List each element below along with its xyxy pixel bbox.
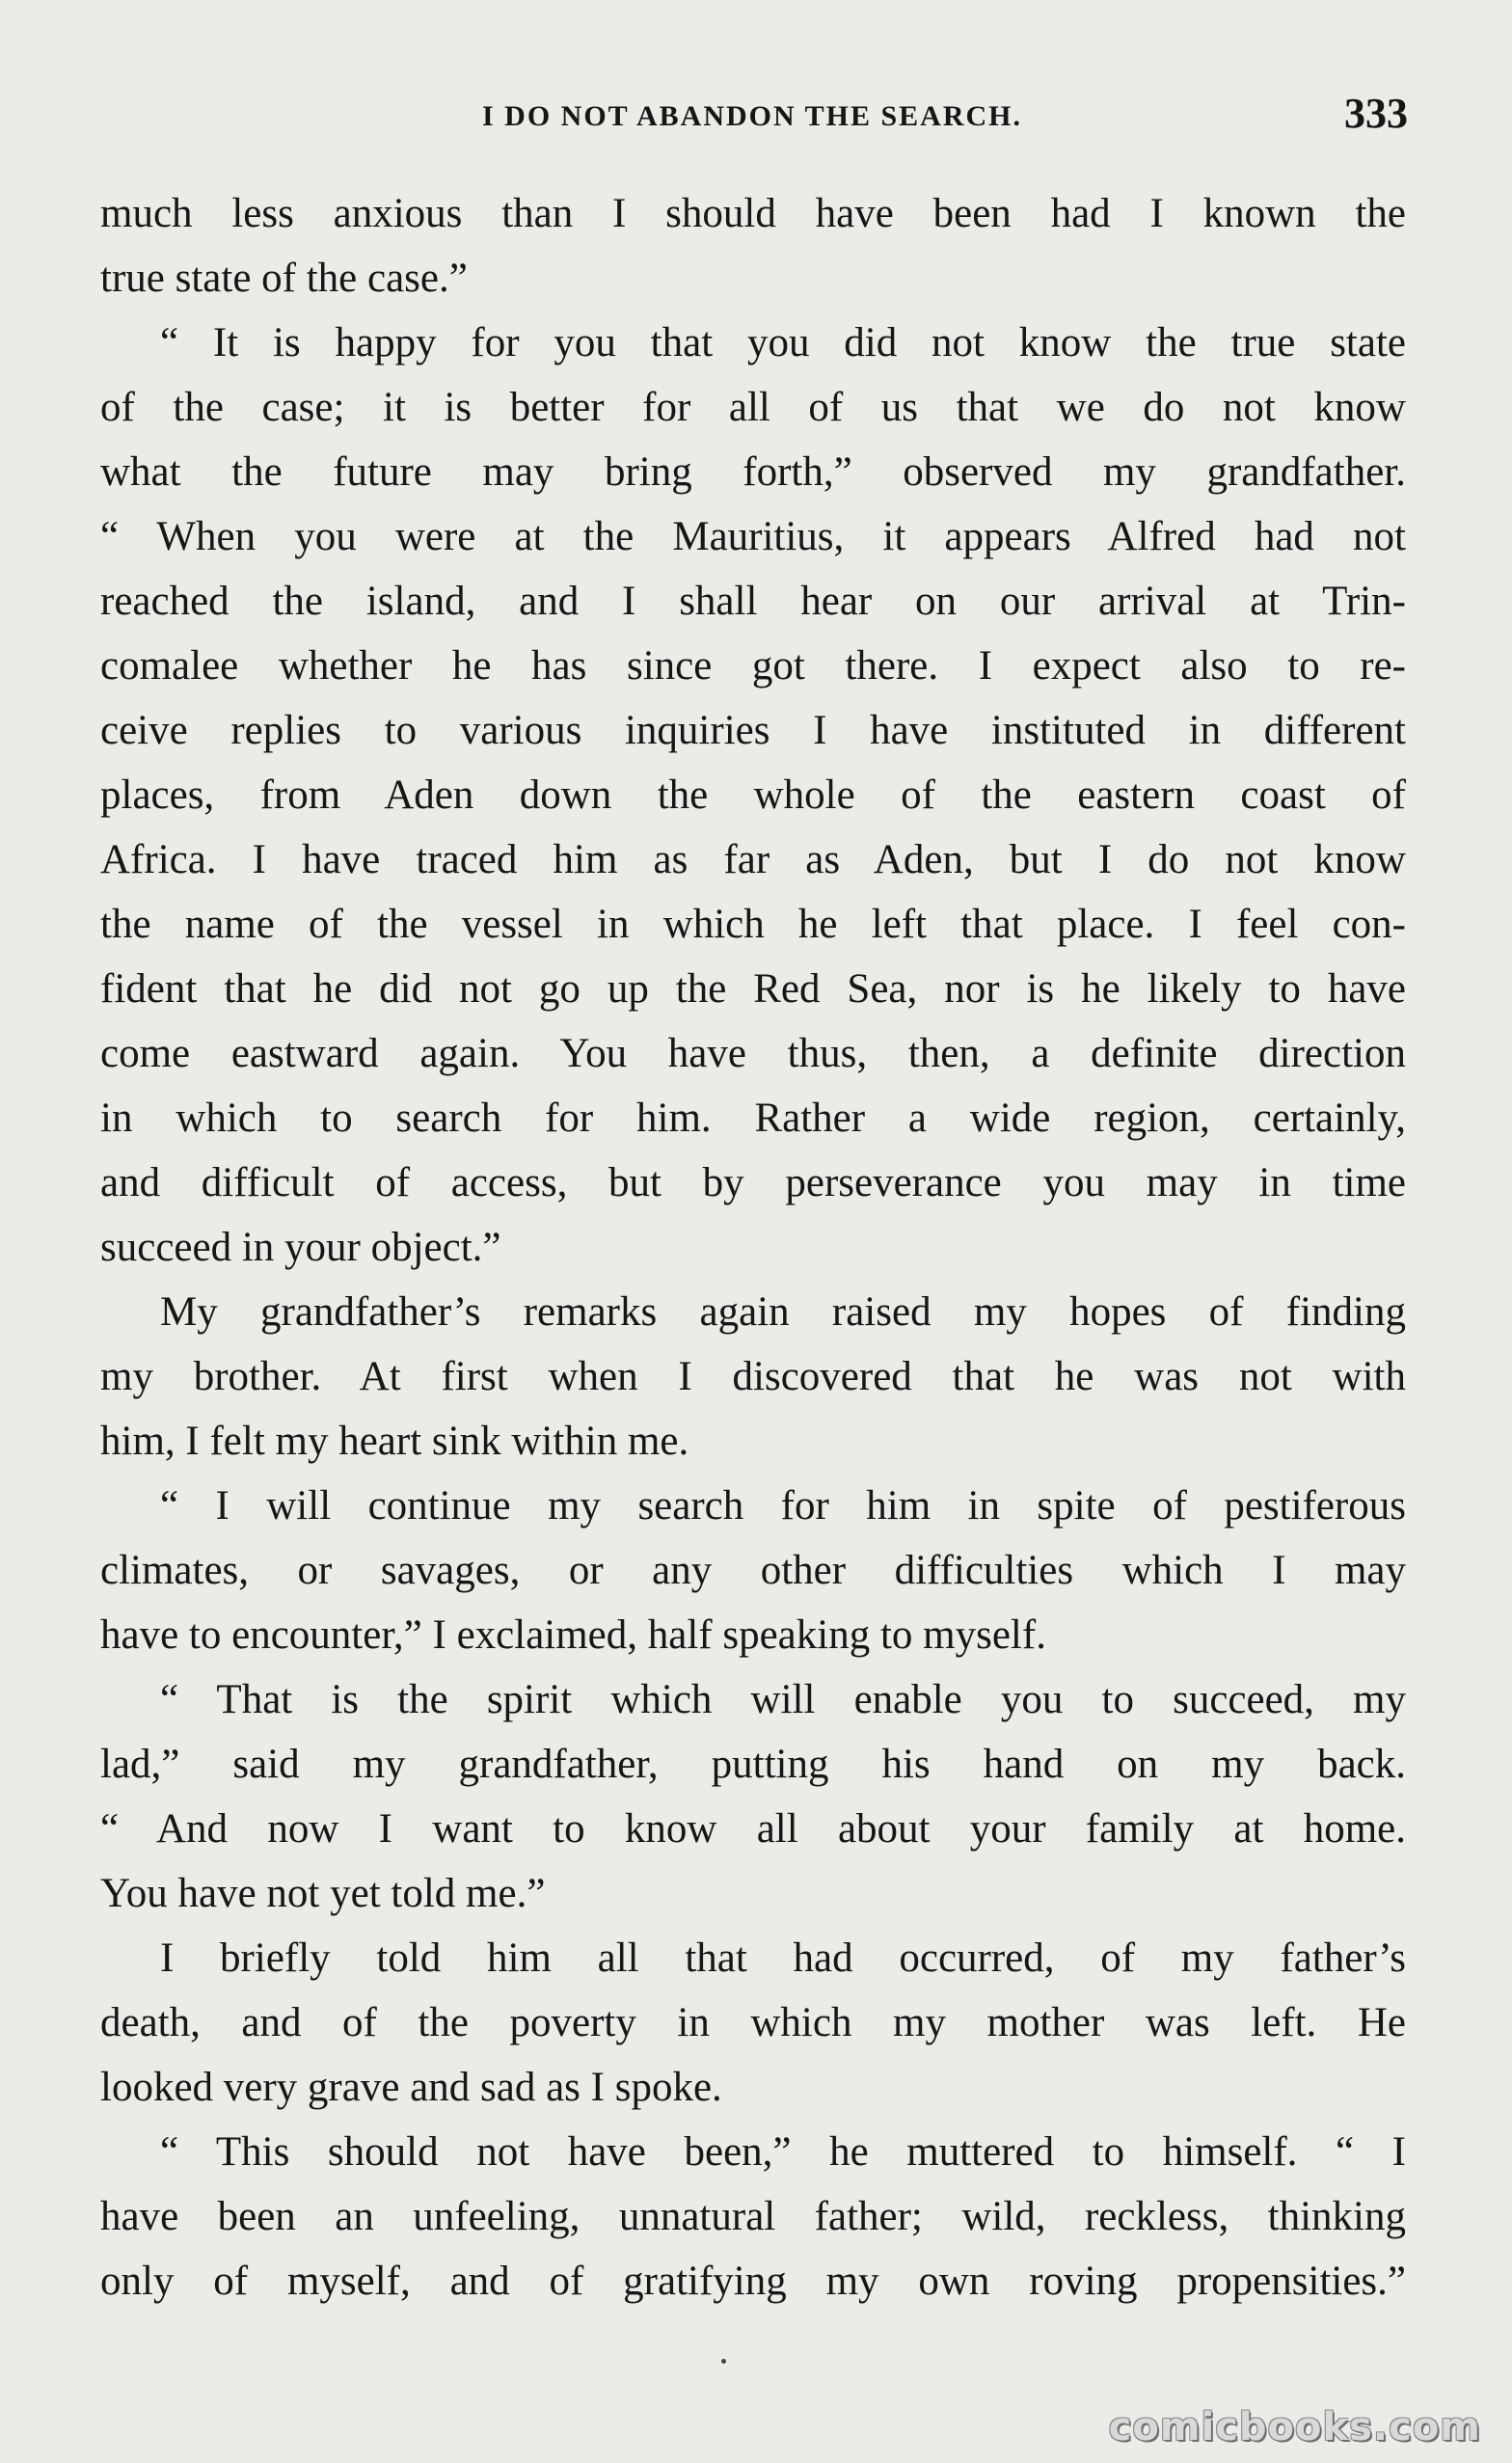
page-header <box>96 89 1408 147</box>
text-line: my brother. At first when I discovered that he was not with <box>100 1354 1406 1399</box>
text-line: ceive replies to various inquiries I have instituted in different <box>100 708 1406 753</box>
text-line: “ When you were at the Mauritius, it appears Alfred had not <box>100 514 1406 559</box>
text-line: have to encounter,” I exclaimed, half speaking to myself. <box>100 1612 1046 1658</box>
text-line: fident that he did not go up the Red Sea, nor is he likely to have <box>100 966 1406 1012</box>
text-line: what the future may bring forth,” observed my grandfather. <box>100 449 1406 495</box>
text-line: “ I will continue my search for him in spite of pestiferous <box>160 1483 1406 1529</box>
text-line: My grandfather’s remarks again raised my hopes of finding <box>160 1289 1406 1335</box>
running-head: I DO NOT ABANDON THE SEARCH. <box>482 100 1022 132</box>
text-line: I briefly told him all that had occurred, of my father’s <box>160 1935 1406 1981</box>
text-line: reached the island, and I shall hear on our arrival at Trin- <box>100 579 1406 624</box>
text-line: comalee whether he has since got there. I expect also to re- <box>100 643 1406 689</box>
text-line: come eastward again. You have thus, then, a definite direction <box>100 1031 1406 1076</box>
text-line: in which to search for him. Rather a wide region, certainly, <box>100 1096 1406 1141</box>
text-line: places, from Aden down the whole of the eastern coast of <box>100 772 1406 818</box>
text-line: the name of the vessel in which he left that place. I feel con- <box>100 902 1406 947</box>
text-line: much less anxious than I should have been had I known the <box>100 191 1406 236</box>
text-line: him, I felt my heart sink within me. <box>100 1419 689 1464</box>
text-line: “ This should not have been,” he muttered to himself. “ I <box>160 2129 1406 2175</box>
text-line: You have not yet told me.” <box>100 1871 546 1916</box>
text-line: “ It is happy for you that you did not know the true state <box>160 320 1406 365</box>
text-line: succeed in your object.” <box>100 1225 501 1270</box>
text-line: death, and of the poverty in which my mother was left. He <box>100 2000 1406 2045</box>
text-line: lad,” said my grandfather, putting his hand on my back. <box>100 1742 1406 1787</box>
text-line: climates, or savages, or any other difficulties which I may <box>100 1548 1406 1593</box>
body-text <box>100 181 1406 2314</box>
watermark: comicbooks.com <box>1108 2405 1481 2449</box>
text-line: Africa. I have traced him as far as Aden, but I do not know <box>100 837 1406 882</box>
text-line: and difficult of access, but by perseverance you may in time <box>100 1160 1406 1205</box>
text-line: only of myself, and of gratifying my own roving propensities.” <box>100 2259 1406 2304</box>
page-number: 333 <box>1344 90 1408 137</box>
text-line: “ And now I want to know all about your family at home. <box>100 1806 1406 1852</box>
ink-speck <box>721 2359 726 2364</box>
text-line: of the case; it is better for all of us that we do not know <box>100 385 1406 430</box>
text-line: have been an unfeeling, unnatural father; wild, reckless, thinking <box>100 2194 1406 2239</box>
text-line: “ That is the spirit which will enable you to succeed, my <box>160 1677 1406 1722</box>
text-line: looked very grave and sad as I spoke. <box>100 2065 722 2110</box>
text-line: true state of the case.” <box>100 256 468 301</box>
